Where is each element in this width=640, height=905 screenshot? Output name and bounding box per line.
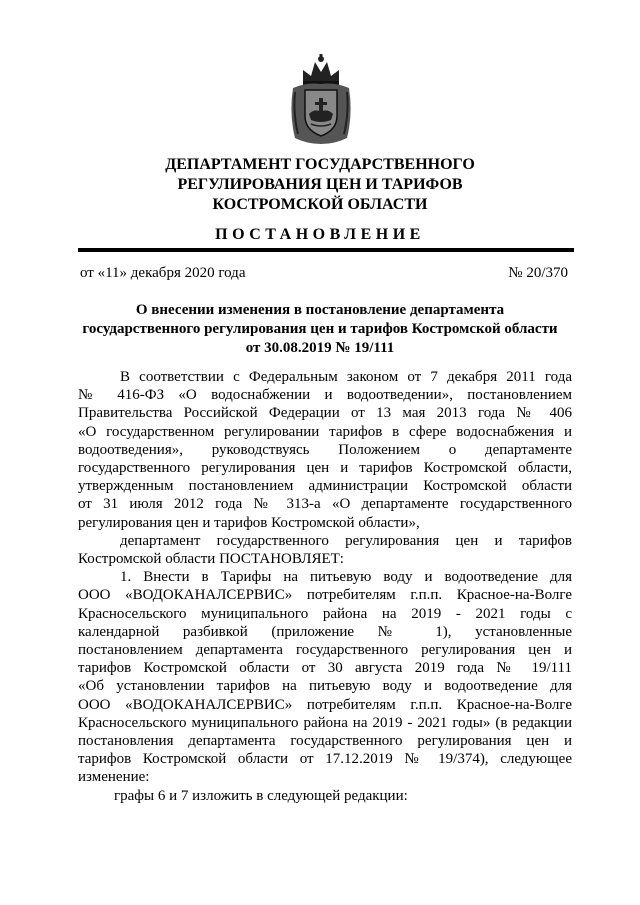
body-line: Красносельского муниципального района на 2019 - 2021 годы» (в редакции (78, 714, 572, 731)
body-line: «О государственном регулировании тарифов в сфере водоснабжения и (78, 423, 572, 440)
subject-line-1: О внесении изменения в постановление департамента (135, 302, 505, 318)
body-line: тарифов Костромской области от 17.12.2019 № 19/374), следующее (78, 751, 572, 768)
body-line: ООО «ВОДОКАНАЛСЕРВИС» потребителям г.п.п. Красное-на-Волге (78, 696, 572, 713)
department-line-1: ДЕПАРТАМЕНТ ГОСУДАРСТВЕННОГО (165, 156, 475, 173)
body-line: государственного регулирования цен и тарифов Костромской области, (78, 460, 572, 477)
body-line: Правительства Российской Федерации от 13 мая 2013 года № 406 (78, 405, 572, 422)
body-line: ООО «ВОДОКАНАЛСЕРВИС» потребителям г.п.п. Красное-на-Волге (78, 587, 572, 604)
body-line: графы 6 и 7 изложить в следующей редакции: (114, 787, 408, 804)
document-body (78, 368, 572, 805)
body-line: от 31 июля 2012 года № 313-а «О департаменте государственного (78, 496, 572, 513)
body-line: № 416-ФЗ «О водоснабжении и водоотведении», постановлением (78, 387, 572, 404)
document-type-title: ПОСТАНОВЛЕНИЕ (215, 226, 425, 243)
body-line: В соответствии с Федеральным законом от 7 декабря 2011 года (120, 369, 572, 385)
department-name (0, 155, 640, 215)
body-line: постановления департамента государственного регулирования цен и (78, 733, 572, 750)
body-line: департамент государственного регулирования цен и тарифов (120, 532, 572, 549)
body-line: водоотведения», руководствуясь Положением о департаменте (78, 441, 572, 458)
body-line: изменение: (78, 769, 150, 786)
subject-line-2: государственного регулирования цен и тарифов Костромской области (82, 321, 558, 337)
document-date: от «11» декабря 2020 года (80, 265, 246, 281)
body-line: тарифов Костромской области от 30 августа 2019 года № 19/111 (78, 660, 572, 677)
department-line-3: КОСТРОМСКОЙ ОБЛАСТИ (212, 196, 428, 213)
body-line: календарной разбивкой (приложение № 1), установленные (78, 623, 572, 640)
department-line-2: РЕГУЛИРОВАНИЯ ЦЕН И ТАРИФОВ (177, 176, 463, 193)
body-line: регулирования цен и тарифов Костромской области», (78, 514, 420, 531)
body-line: постановлением департамента государственного регулирования цен и (78, 642, 572, 659)
body-line: утвержденным постановлением администрации Костромской области (78, 478, 572, 495)
document-number: № 20/370 (508, 265, 568, 281)
subject-line-3: от 30.08.2019 № 19/111 (245, 340, 395, 356)
document-subject (70, 301, 570, 358)
body-line: Костромской области ПОСТАНОВЛЯЕТ: (78, 551, 344, 568)
body-line: Красносельского муниципального района на 2019 - 2021 годы с (78, 605, 572, 622)
coat-of-arms-emblem (285, 52, 357, 148)
body-line: 1. Внести в Тарифы на питьевую воду и водоотведение для (120, 569, 572, 586)
body-line: «Об установлении тарифов на питьевую воду и водоотведение для (78, 678, 572, 695)
header-divider (78, 248, 574, 252)
